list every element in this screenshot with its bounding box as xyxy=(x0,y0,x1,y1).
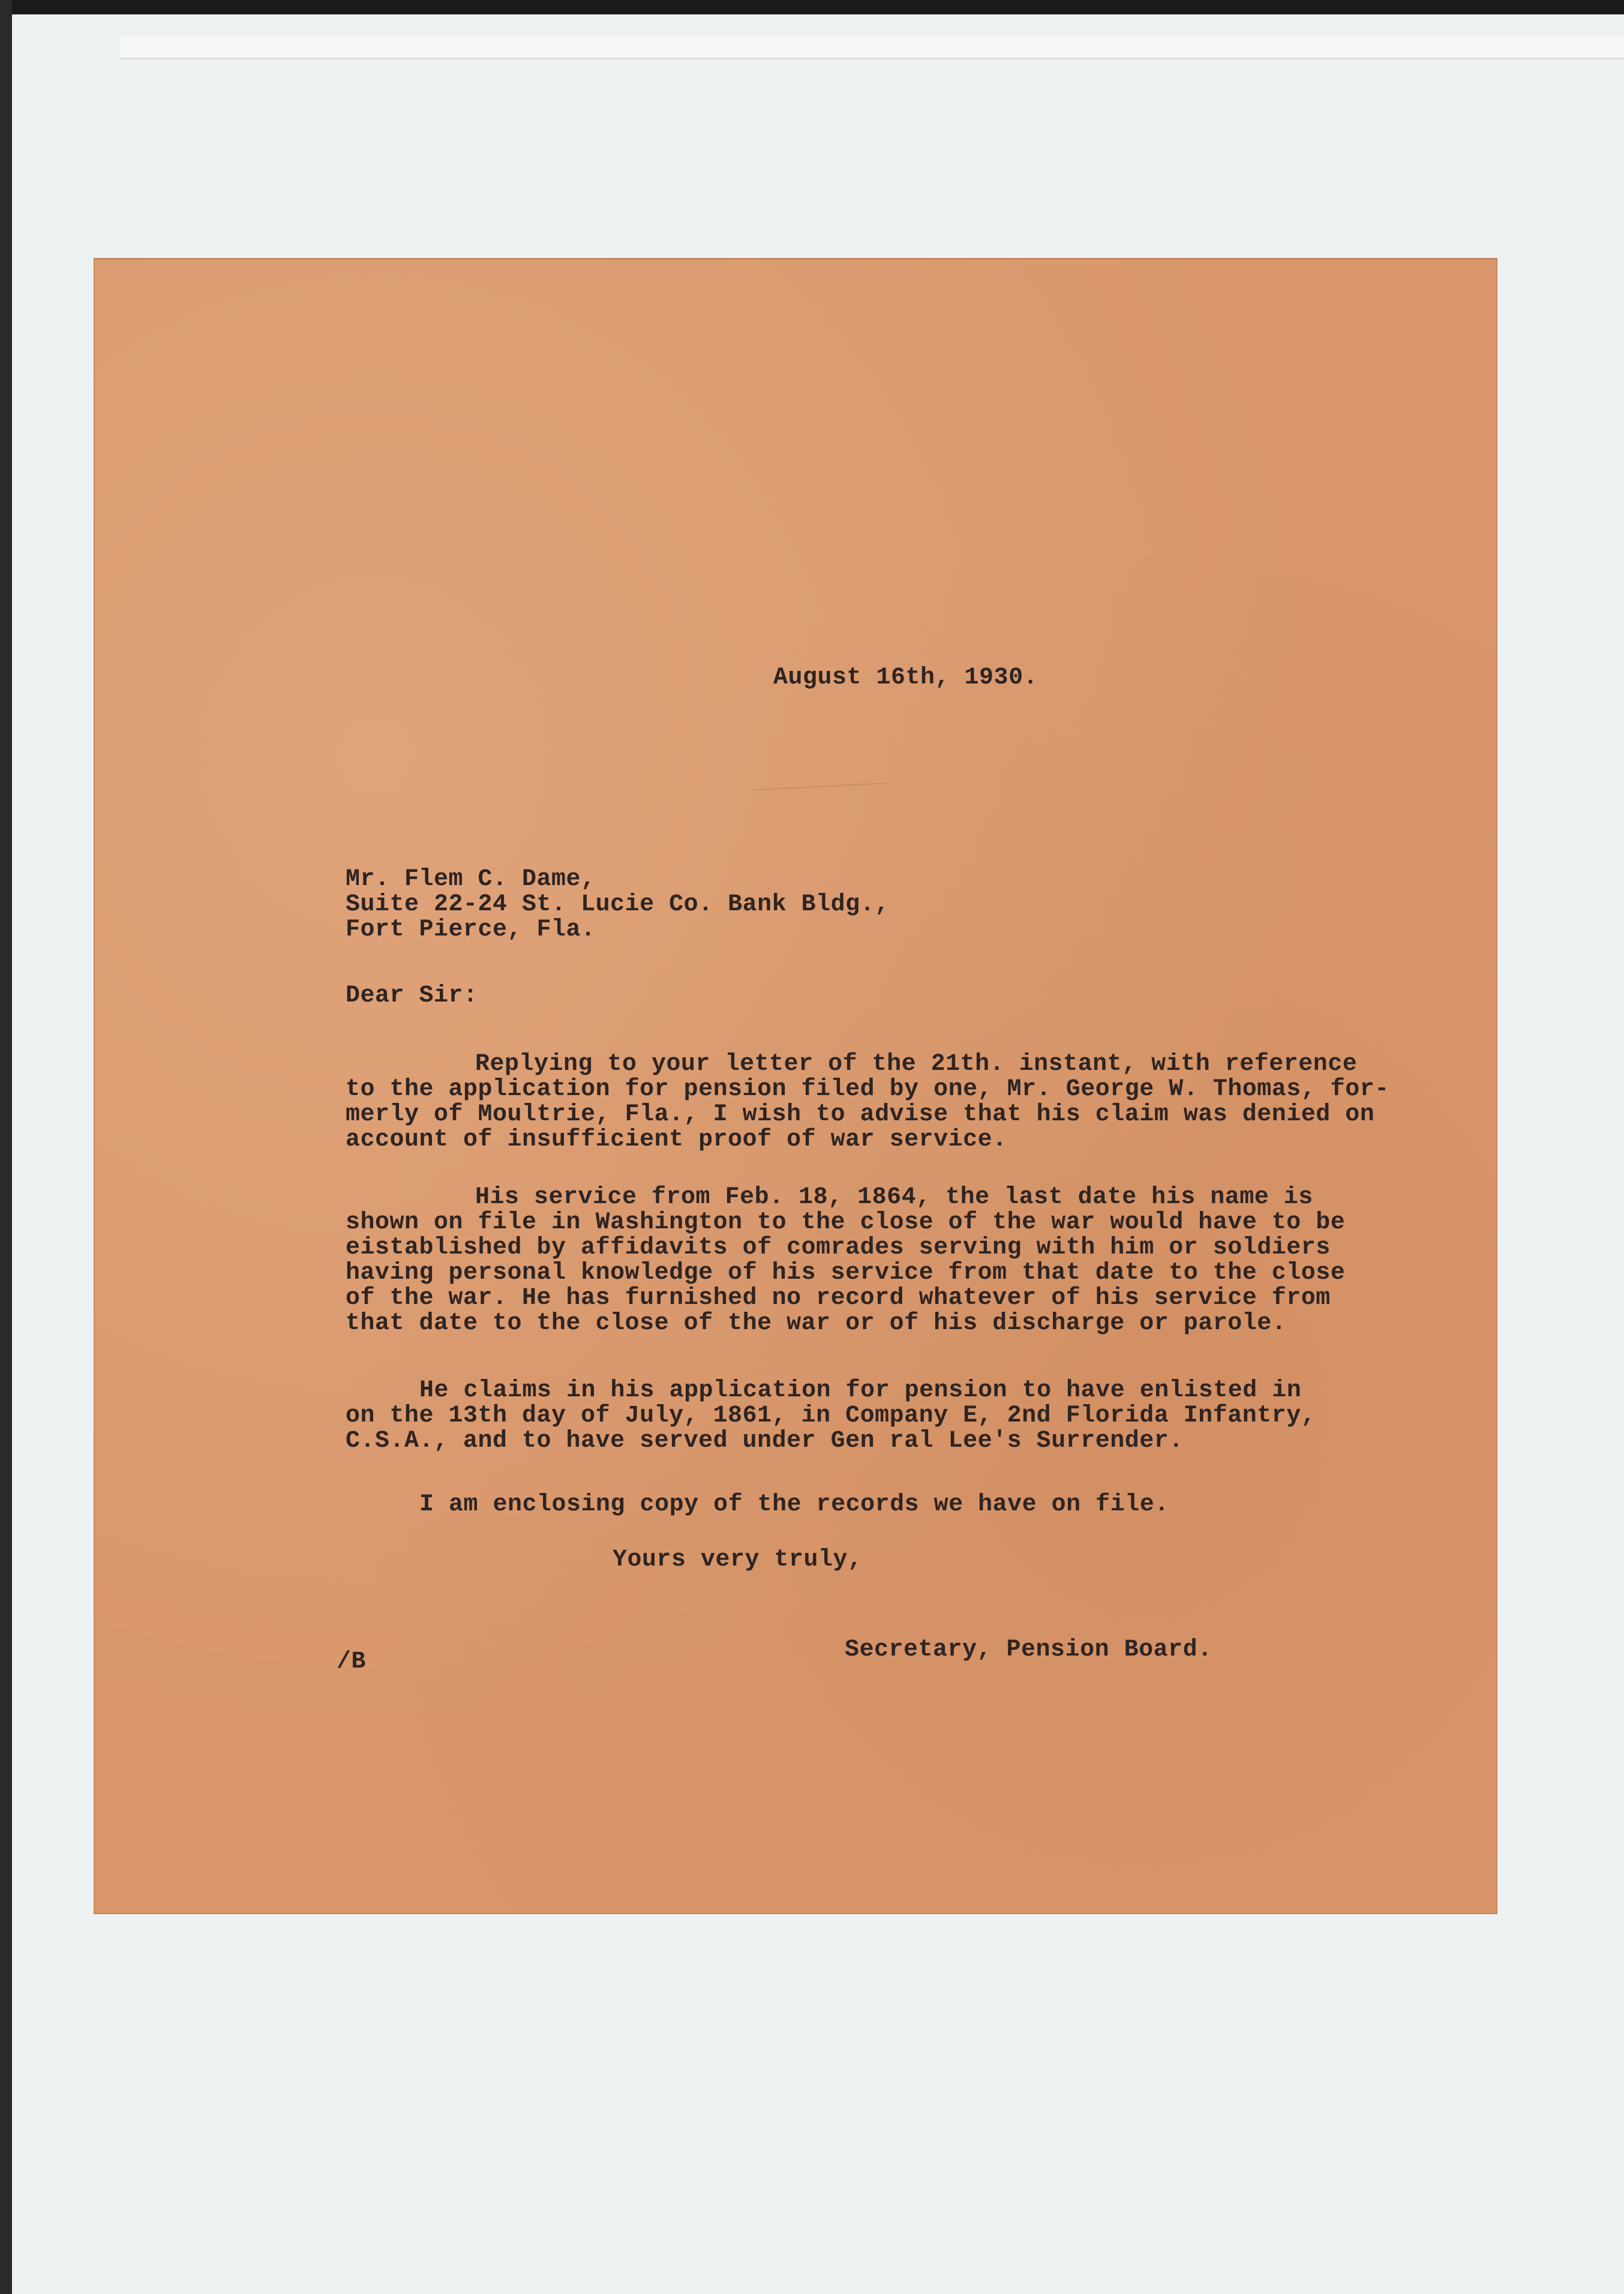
paragraph-3-line: C.S.A., and to have served under Gen ral Lee's Surrender. xyxy=(346,1428,1184,1455)
letter-page xyxy=(94,258,1497,1914)
scan-paper-strip xyxy=(120,37,1624,59)
paper-crease xyxy=(754,782,885,791)
closing: Yours very truly, xyxy=(613,1546,863,1573)
scan-frame-top xyxy=(0,0,1624,14)
paragraph-1-line: Replying to your letter of the 21th. instant, with reference xyxy=(475,1051,1358,1078)
address-line-1: Mr. Flem C. Dame, xyxy=(346,866,596,893)
salutation: Dear Sir: xyxy=(346,982,478,1009)
paragraph-1-line: merly of Moultrie, Fla., I wish to advise that his claim was denied on xyxy=(346,1101,1375,1128)
address-line-3: Fort Pierce, Fla. xyxy=(346,916,596,943)
address-line-2: Suite 22-24 St. Lucie Co. Bank Bldg., xyxy=(346,891,890,918)
paragraph-3-line: on the 13th day of July, 1861, in Company E, 2nd Florida Infantry, xyxy=(346,1402,1316,1429)
paragraph-2-line: having personal knowledge of his service from that date to the close xyxy=(346,1260,1346,1287)
paragraph-2-line: that date to the close of the war or of his discharge or parole. xyxy=(346,1310,1287,1337)
paragraph-1-line: to the application for pension filed by one, Mr. George W. Thomas, for- xyxy=(346,1076,1389,1103)
typist-initials: /B xyxy=(337,1648,367,1675)
signature-block: Secretary, Pension Board. xyxy=(845,1636,1212,1663)
paragraph-2-line: His service from Feb. 18, 1864, the last date his name is xyxy=(475,1184,1313,1211)
paragraph-2-line: of the war. He has furnished no record whatever of his service from xyxy=(346,1285,1331,1312)
letter-date: August 16th, 1930. xyxy=(773,664,1038,691)
paragraph-4: I am enclosing copy of the records we have on file. xyxy=(419,1491,1169,1518)
paragraph-3-line: He claims in his application for pension to have enlisted in xyxy=(419,1377,1302,1404)
page-edge-top xyxy=(94,258,1497,259)
paragraph-1-line: account of insufficient proof of war service. xyxy=(346,1126,1007,1153)
paragraph-2-line: eistablished by affidavits of comrades serving with him or soldiers xyxy=(346,1234,1331,1261)
paragraph-2-line: shown on file in Washington to the close of the war would have to be xyxy=(346,1209,1346,1236)
scan-frame-left xyxy=(0,0,12,2294)
